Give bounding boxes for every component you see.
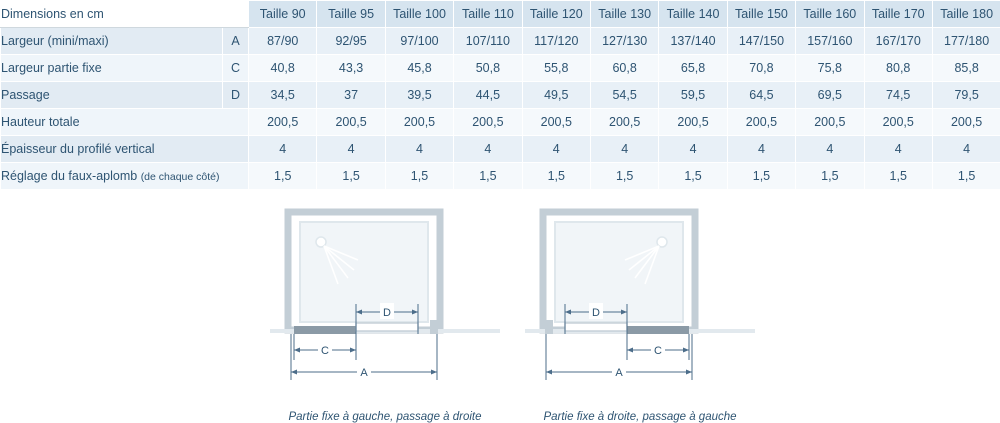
- row-key: A: [223, 28, 249, 55]
- diagram-fixed-left-svg: [270, 208, 500, 408]
- cell-value: 4: [932, 136, 1000, 163]
- cell-value: 55,8: [522, 55, 590, 82]
- cell-value: 200,5: [864, 109, 932, 136]
- cell-value: 1,5: [249, 163, 317, 190]
- cell-value: 4: [727, 136, 795, 163]
- diagram-fixed-right: [525, 208, 755, 423]
- row-label: Passage: [1, 82, 223, 109]
- cell-value: 4: [522, 136, 590, 163]
- table-row: [1, 163, 1000, 190]
- cell-value: 79,5: [932, 82, 1000, 109]
- cell-value: 107/110: [454, 28, 522, 55]
- cell-value: 200,5: [454, 109, 522, 136]
- cell-value: 70,8: [727, 55, 795, 82]
- dimension-label-a: A: [615, 367, 623, 379]
- cell-value: 92/95: [317, 28, 385, 55]
- cell-value: 1,5: [385, 163, 453, 190]
- table-row: [1, 136, 1000, 163]
- cell-value: 147/150: [727, 28, 795, 55]
- column-header-size: Taille 95: [317, 1, 385, 28]
- cell-value: 1,5: [454, 163, 522, 190]
- cell-value: 4: [249, 136, 317, 163]
- cell-value: 200,5: [522, 109, 590, 136]
- cell-value: 200,5: [659, 109, 727, 136]
- cell-value: 4: [385, 136, 453, 163]
- cell-value: 60,8: [590, 55, 658, 82]
- cell-value: 45,8: [385, 55, 453, 82]
- cell-value: 200,5: [249, 109, 317, 136]
- row-label: Épaisseur du profilé vertical: [1, 136, 249, 163]
- cell-value: 137/140: [659, 28, 727, 55]
- cell-value: 1,5: [659, 163, 727, 190]
- row-label: Hauteur totale: [1, 109, 249, 136]
- dimension-label-d: D: [383, 307, 391, 319]
- table-row: [1, 28, 1000, 55]
- cell-value: 4: [659, 136, 727, 163]
- cell-value: 200,5: [590, 109, 658, 136]
- diagram-area: [0, 208, 1000, 423]
- row-label-note: (de chaque côté): [140, 171, 220, 183]
- cell-value: 1,5: [864, 163, 932, 190]
- cell-value: 97/100: [385, 28, 453, 55]
- table-title: Dimensions en cm: [1, 1, 249, 28]
- cell-value: 200,5: [796, 109, 864, 136]
- column-header-size: Taille 180: [932, 1, 1000, 28]
- cell-value: 64,5: [727, 82, 795, 109]
- cell-value: 200,5: [932, 109, 1000, 136]
- cell-value: 4: [864, 136, 932, 163]
- cell-value: 49,5: [522, 82, 590, 109]
- cell-value: 54,5: [590, 82, 658, 109]
- column-header-size: Taille 130: [590, 1, 658, 28]
- cell-value: 127/130: [590, 28, 658, 55]
- column-header-size: Taille 170: [864, 1, 932, 28]
- cell-value: 59,5: [659, 82, 727, 109]
- cell-value: 40,8: [249, 55, 317, 82]
- dimension-label-c: C: [321, 345, 329, 357]
- cell-value: 4: [317, 136, 385, 163]
- cell-value: 1,5: [932, 163, 1000, 190]
- row-label: Largeur (mini/maxi): [1, 28, 223, 55]
- cell-value: 4: [454, 136, 522, 163]
- cell-value: 1,5: [727, 163, 795, 190]
- row-label: Largeur partie fixe: [1, 55, 223, 82]
- cell-value: 87/90: [249, 28, 317, 55]
- cell-value: 177/180: [932, 28, 1000, 55]
- cell-value: 74,5: [864, 82, 932, 109]
- cell-value: 157/160: [796, 28, 864, 55]
- dimension-label-d: D: [592, 307, 600, 319]
- cell-value: 1,5: [317, 163, 385, 190]
- table-row: [1, 55, 1000, 82]
- cell-value: 85,8: [932, 55, 1000, 82]
- cell-value: 50,8: [454, 55, 522, 82]
- cell-value: 1,5: [590, 163, 658, 190]
- column-header-size: Taille 160: [796, 1, 864, 28]
- cell-value: 69,5: [796, 82, 864, 109]
- dimension-label-a: A: [360, 367, 368, 379]
- column-header-size: Taille 120: [522, 1, 590, 28]
- cell-value: 44,5: [454, 82, 522, 109]
- cell-value: 34,5: [249, 82, 317, 109]
- column-header-size: Taille 150: [727, 1, 795, 28]
- cell-value: 117/120: [522, 28, 590, 55]
- row-key: D: [223, 82, 249, 109]
- table-row: [1, 82, 1000, 109]
- cell-value: 167/170: [864, 28, 932, 55]
- column-header-size: Taille 110: [454, 1, 522, 28]
- cell-value: 1,5: [796, 163, 864, 190]
- row-label-text: Réglage du faux-aplomb: [1, 169, 138, 183]
- cell-value: 200,5: [385, 109, 453, 136]
- diagram-caption: Partie fixe à gauche, passage à droite: [288, 411, 482, 423]
- dimension-label-c: C: [654, 345, 662, 357]
- table-row: [1, 109, 1000, 136]
- cell-value: 1,5: [522, 163, 590, 190]
- cell-value: 37: [317, 82, 385, 109]
- column-header-size: Taille 140: [659, 1, 727, 28]
- row-key: C: [223, 55, 249, 82]
- cell-value: 200,5: [727, 109, 795, 136]
- dimensions-table: [0, 0, 1000, 190]
- cell-value: 4: [590, 136, 658, 163]
- diagram-caption: Partie fixe à droite, passage à gauche: [543, 411, 737, 423]
- diagram-fixed-right-svg: [525, 208, 755, 408]
- row-label: [1, 163, 249, 190]
- column-header-size: Taille 100: [385, 1, 453, 28]
- diagram-fixed-left: [270, 208, 500, 423]
- column-header-size: Taille 90: [249, 1, 317, 28]
- cell-value: 39,5: [385, 82, 453, 109]
- cell-value: 80,8: [864, 55, 932, 82]
- cell-value: 4: [796, 136, 864, 163]
- cell-value: 75,8: [796, 55, 864, 82]
- cell-value: 65,8: [659, 55, 727, 82]
- table-header-row: [1, 1, 1000, 28]
- cell-value: 43,3: [317, 55, 385, 82]
- cell-value: 200,5: [317, 109, 385, 136]
